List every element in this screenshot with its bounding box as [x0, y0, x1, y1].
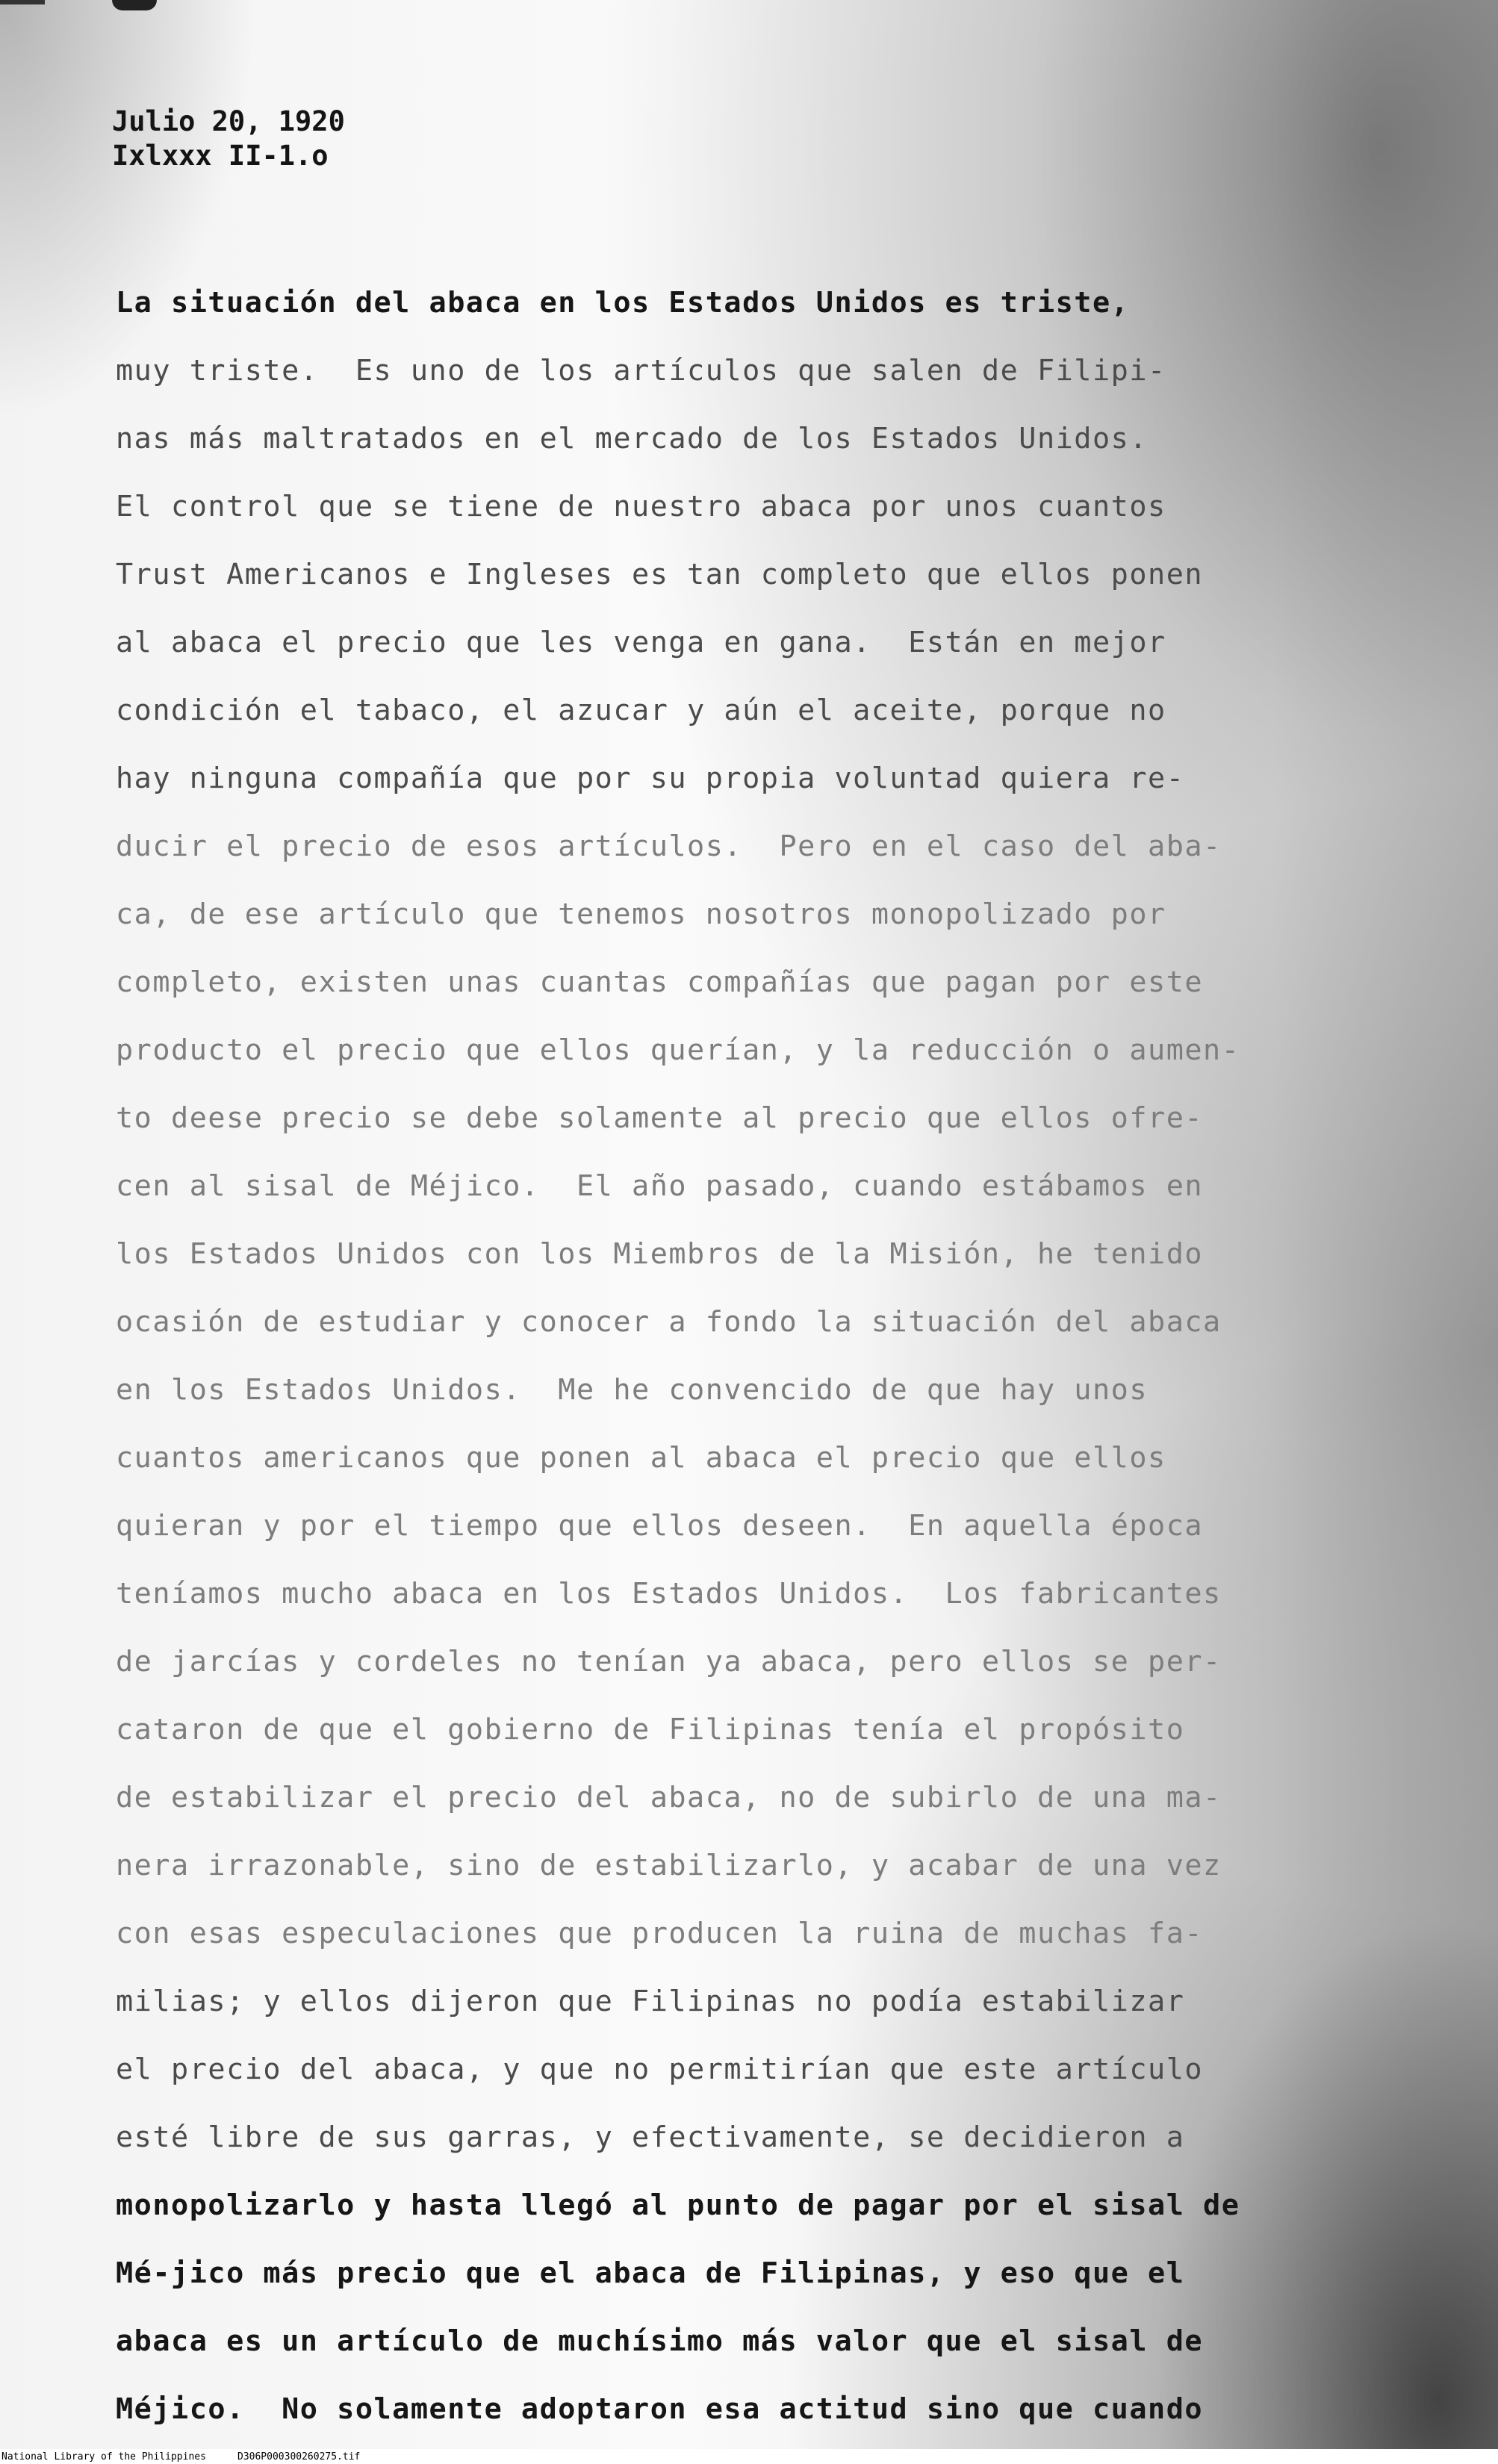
body-line: cuantos americanos que ponen al abaca el precio que ellos	[116, 1441, 1166, 1475]
body-line: los Estados Unidos con los Miembros de la Misión, he tenido	[116, 1237, 1204, 1271]
body-line: ducir el precio de esos artículos. Pero en el caso del aba-	[116, 830, 1222, 863]
body-line: hay ninguna compañía que por su propia voluntad quiera re-	[116, 762, 1185, 795]
body-line: con esas especulaciones que producen la ruina de muchas fa-	[116, 1917, 1204, 1950]
body-line: El control que se tiene de nuestro abaca por unos cuantos	[116, 490, 1166, 523]
body-line: de estabilizar el precio del abaca, no de subirlo de una ma-	[116, 1781, 1222, 1814]
body-line: completo, existen unas cuantas compañías que pagan por este	[116, 965, 1204, 999]
body-line: al abaca el precio que les venga en gana. Están en mejor	[116, 626, 1166, 659]
body-line: Trust Americanos e Ingleses es tan completo que ellos ponen	[116, 558, 1204, 591]
body-line: quieran y por el tiempo que ellos deseen. En aquella época	[116, 1509, 1204, 1543]
document-header	[112, 105, 345, 173]
document-body	[116, 269, 1385, 2443]
archive-footer	[0, 2451, 1498, 2464]
body-line: La situación del abaca en los Estados Unidos es triste,	[116, 286, 1130, 320]
body-line: de jarcías y cordeles no tenían ya abaca, pero ellos se per-	[116, 1645, 1222, 1679]
footer-source: National Library of the Philippines	[1, 2451, 206, 2463]
body-line: cataron de que el gobierno de Filipinas tenía el propósito	[116, 1713, 1185, 1746]
body-line: abaca es un artículo de muchísimo más valor que el sisal de	[116, 2324, 1204, 2358]
body-line: nas más maltratados en el mercado de los Estados Unidos.	[116, 422, 1149, 455]
body-line: condición el tabaco, el azucar y aún el aceite, porque no	[116, 694, 1166, 727]
body-line: cen al sisal de Méjico. El año pasado, cuando estábamos en	[116, 1169, 1204, 1203]
document-reference: Ixlxxx II-1.o	[112, 140, 329, 172]
body-line: esté libre de sus garras, y efectivamente, se decidieron a	[116, 2121, 1185, 2154]
body-line: milias; y ellos dijeron que Filipinas no podía estabilizar	[116, 1985, 1185, 2018]
body-line: Méjico. No solamente adoptaron esa actitud sino que cuando	[116, 2392, 1204, 2426]
body-line: el precio del abaca, y que no permitirían que este artículo	[116, 2053, 1204, 2086]
body-line: muy triste. Es uno de los artículos que salen de Filipi-	[116, 354, 1166, 388]
scan-edge-mark	[0, 0, 172, 10]
body-line: monopolizarlo y hasta llegó al punto de pagar por el sisal de	[116, 2188, 1240, 2222]
body-line: ca, de ese artículo que tenemos nosotros monopolizado por	[116, 897, 1166, 931]
footer-filename: D306P000300260275.tif	[237, 2451, 361, 2463]
body-line: to deese precio se debe solamente al precio que ellos ofre-	[116, 1101, 1204, 1135]
body-line: teníamos mucho abaca en los Estados Unidos. Los fabricantes	[116, 1577, 1222, 1611]
body-line: Mé-jico más precio que el abaca de Filipinas, y eso que el	[116, 2256, 1185, 2290]
document-date: Julio 20, 1920	[112, 105, 345, 137]
body-line: ocasión de estudiar y conocer a fondo la situación del abaca	[116, 1305, 1222, 1339]
body-line: producto el precio que ellos querían, y la reducción o aumen-	[116, 1033, 1240, 1067]
body-line: nera irrazonable, sino de estabilizarlo, y acabar de una vez	[116, 1849, 1222, 1882]
body-line: en los Estados Unidos. Me he convencido de que hay unos	[116, 1373, 1149, 1407]
